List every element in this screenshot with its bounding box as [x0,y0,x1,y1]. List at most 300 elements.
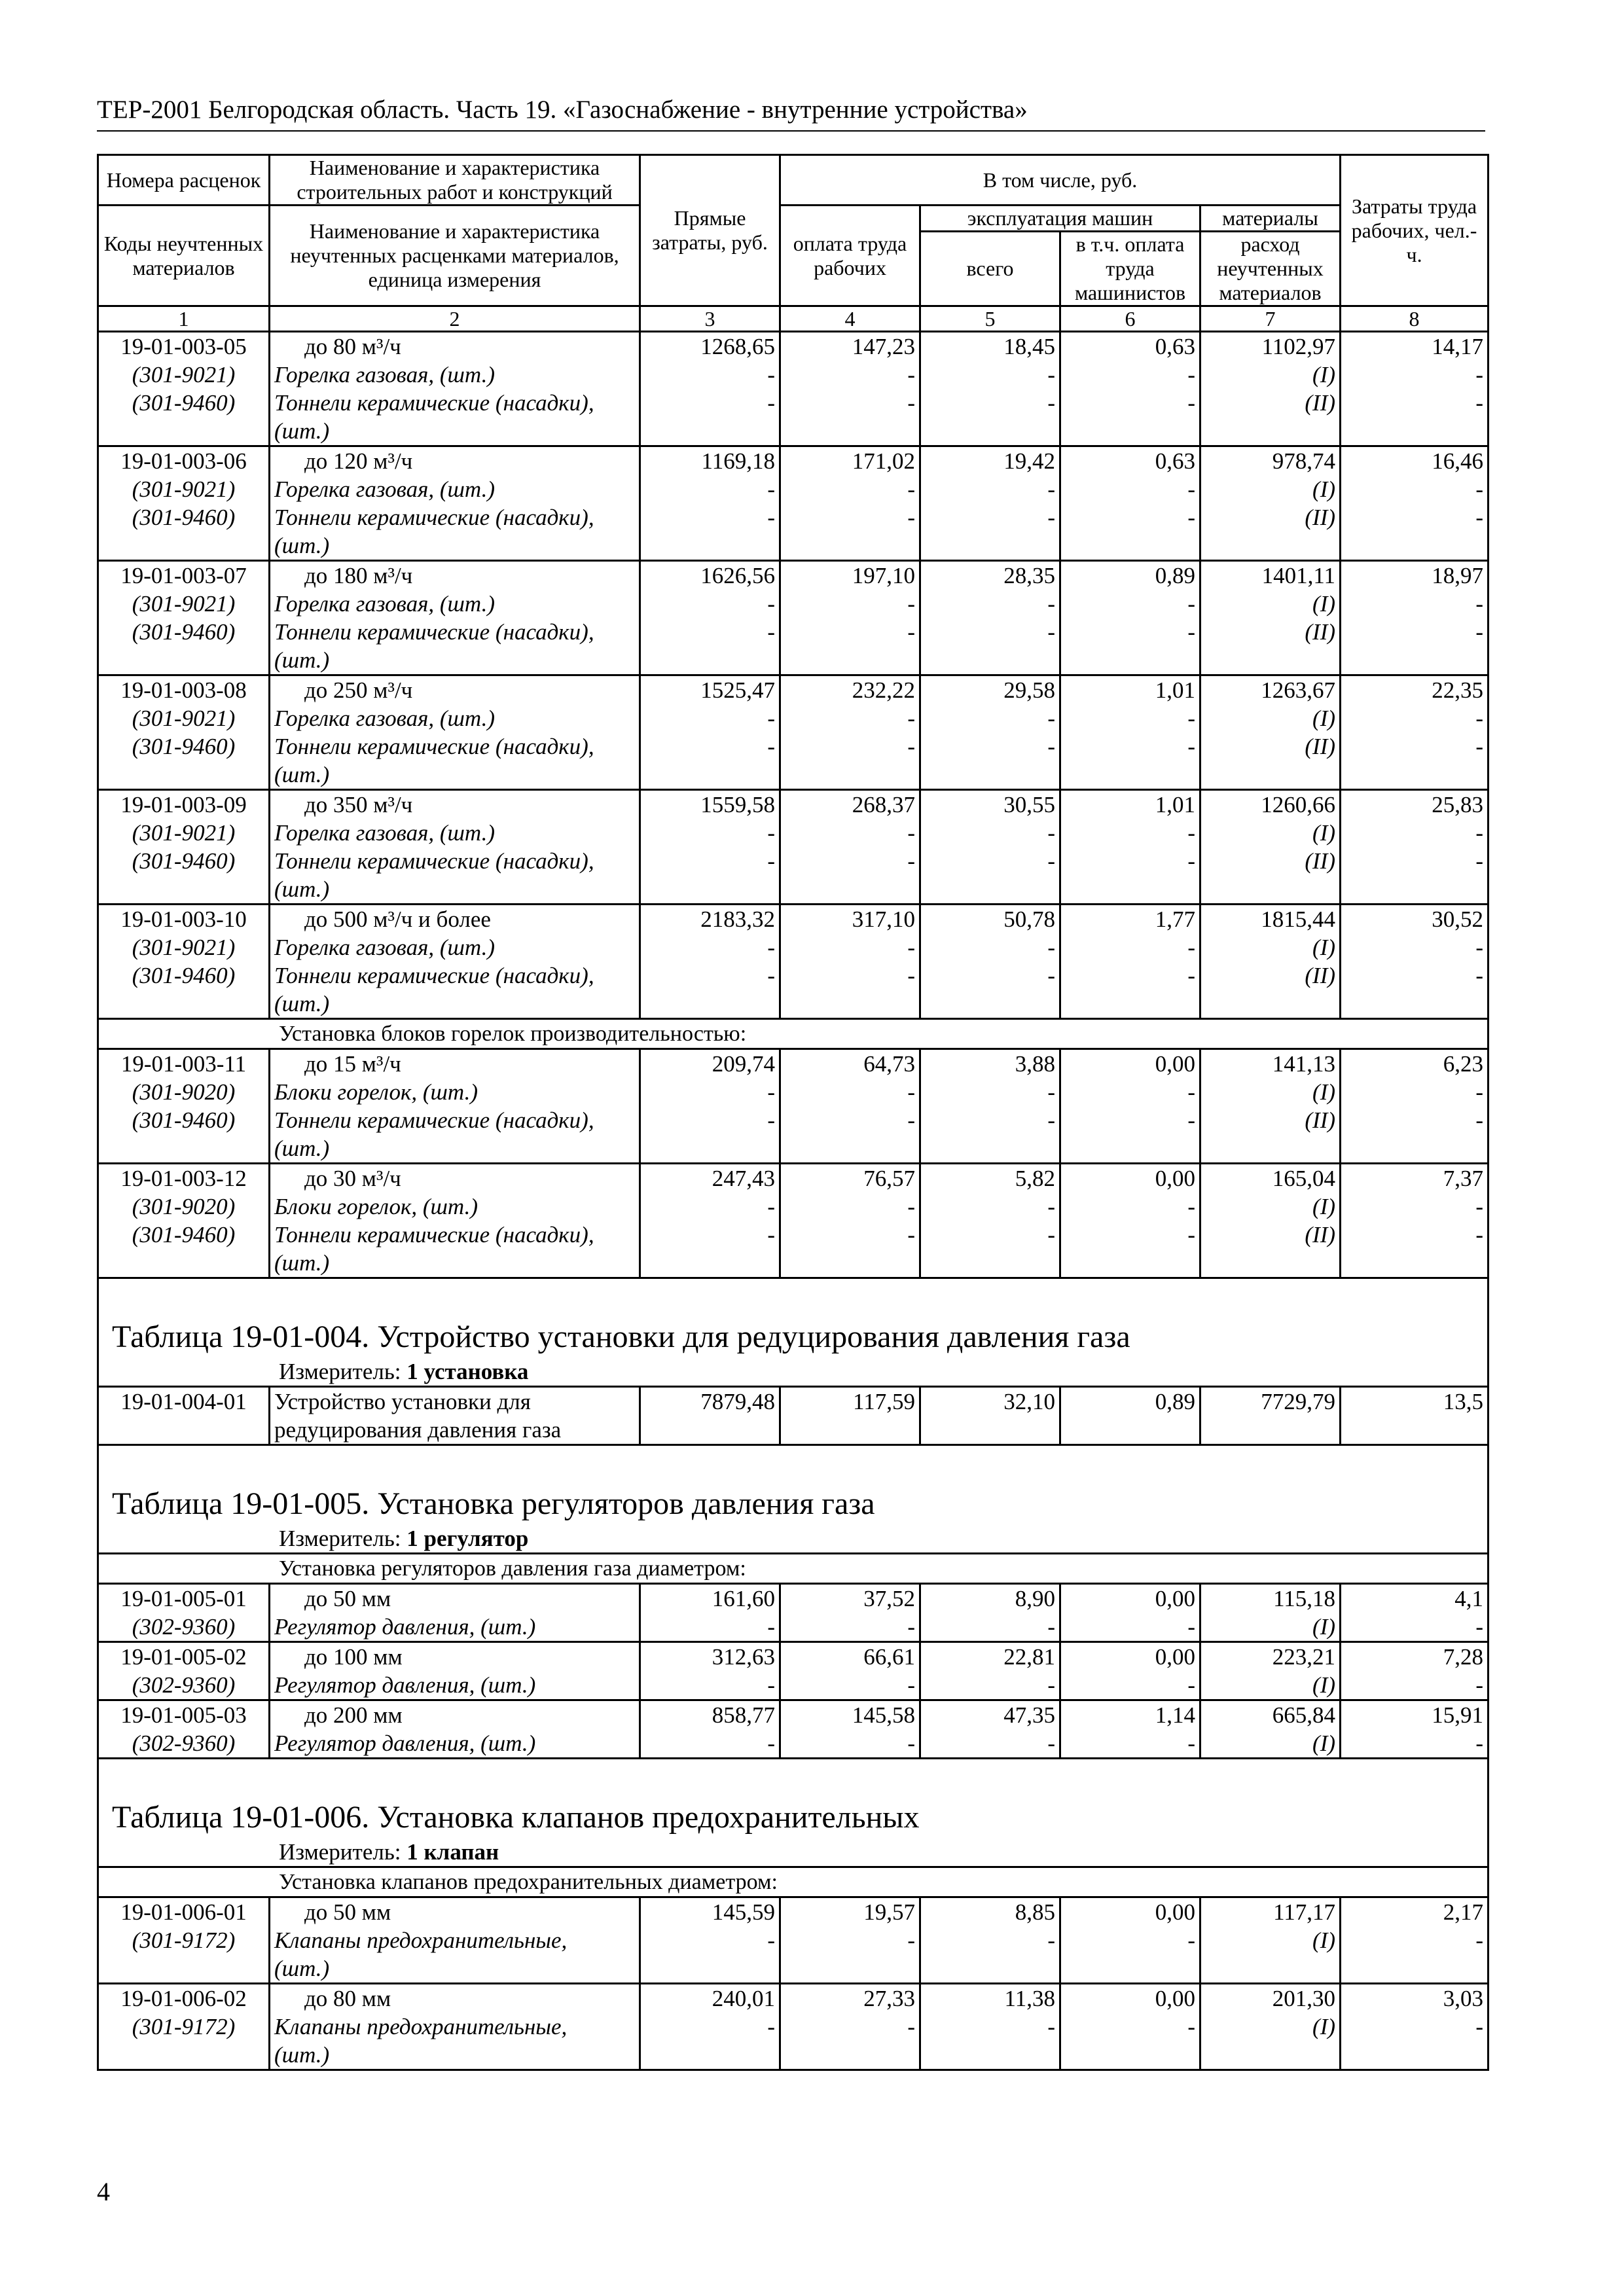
material-name: Тоннели керамические (насадки), [270,618,640,646]
dash-cell [920,531,1060,561]
dash-cell: - [780,1926,920,1954]
table-row [98,1164,1489,1193]
dash-cell: - [640,819,780,847]
dash-cell: - [920,1671,1060,1700]
dash-cell [1060,417,1200,446]
material-row [98,531,1489,561]
material-code [98,1134,270,1164]
work-name: до 350 м³/ч [270,790,640,819]
material-name: Блоки горелок, (шт.) [270,1193,640,1221]
dash-cell: - [920,2013,1060,2041]
material-row [98,1954,1489,1984]
dash-cell: - [780,933,920,961]
material-row [98,361,1489,389]
labor-hours: 14,17 [1341,332,1489,361]
operators-pay: 0,00 [1060,1584,1200,1613]
dash-cell [1341,2041,1489,2070]
dash-cell: - [1060,1106,1200,1134]
table-row [98,1984,1489,2013]
material-mark [1200,646,1341,675]
meter-value: 1 регулятор [406,1526,529,1551]
col-header-including: В том числе, руб. [780,155,1341,206]
dash-cell: - [920,503,1060,531]
dash-cell: - [1341,819,1489,847]
dash-cell: - [1060,475,1200,503]
table-title-row [98,1278,1489,1358]
material-code [98,1954,270,1984]
labor-hours: 7,28 [1341,1642,1489,1672]
col-header-codes: Номера расценок [98,155,270,206]
material-name: Горелка газовая, (шт.) [270,475,640,503]
dash-cell: - [1060,732,1200,761]
dash-cell: - [920,590,1060,618]
material-row [98,819,1489,847]
dash-cell [780,1954,920,1984]
dash-cell: - [780,503,920,531]
material-row [98,1134,1489,1164]
material-name: (шт.) [270,1249,640,1278]
rate-code: 19-01-005-01 [98,1584,270,1613]
dash-cell [640,417,780,446]
materials-cost: 223,21 [1200,1642,1341,1672]
dash-cell [1341,646,1489,675]
material-name: Регулятор давления, (шт.) [270,1671,640,1700]
material-row [98,1613,1489,1642]
dash-cell: - [1060,1221,1200,1249]
worker-pay: 19,57 [780,1897,920,1927]
worker-pay: 232,22 [780,675,920,705]
material-row [98,933,1489,961]
dash-cell: - [1341,618,1489,646]
work-name: до 100 мм [270,1642,640,1672]
dash-cell: - [1060,2013,1200,2041]
material-row [98,761,1489,790]
operators-pay: 1,14 [1060,1700,1200,1730]
dash-cell: - [640,961,780,990]
material-code: (301-9020) [98,1193,270,1221]
dash-cell [640,1954,780,1984]
rate-code: 19-01-003-05 [98,332,270,361]
worker-pay: 145,58 [780,1700,920,1730]
worker-pay: 268,37 [780,790,920,819]
material-mark [1200,1249,1341,1278]
dash-cell: - [780,1221,920,1249]
materials-cost: 115,18 [1200,1584,1341,1613]
material-code: (302-9360) [98,1729,270,1759]
rate-code: 19-01-006-01 [98,1897,270,1927]
page-number: 4 [97,2177,110,2206]
material-code: (302-9360) [98,1671,270,1700]
machines-total: 19,42 [920,446,1060,476]
material-code: (301-9460) [98,618,270,646]
dash-cell: - [640,847,780,875]
materials-cost: 117,17 [1200,1897,1341,1927]
direct-costs: 1169,18 [640,446,780,476]
dash-cell: - [640,1926,780,1954]
material-code: (301-9172) [98,1926,270,1954]
dash-cell [1341,531,1489,561]
material-code [98,990,270,1019]
empty-cell [780,1416,920,1445]
dash-cell: - [1060,618,1200,646]
direct-costs: 312,63 [640,1642,780,1672]
labor-hours: 16,46 [1341,446,1489,476]
dash-cell [780,531,920,561]
dash-cell [780,990,920,1019]
dash-cell [780,1249,920,1278]
dash-cell: - [1341,1193,1489,1221]
table-row [98,675,1489,705]
dash-cell: - [920,819,1060,847]
material-code: (301-9021) [98,475,270,503]
dash-cell: - [1060,704,1200,732]
dash-cell: - [780,961,920,990]
col-number: 8 [1341,306,1489,332]
labor-hours: 3,03 [1341,1984,1489,2013]
meter [98,1838,1489,1867]
worker-pay: 317,10 [780,905,920,934]
material-mark: (II) [1200,847,1341,875]
material-code: (301-9021) [98,361,270,389]
labor-hours: 7,37 [1341,1164,1489,1193]
col-header-machines-total: всего [920,232,1060,306]
dash-cell: - [780,590,920,618]
material-row [98,1221,1489,1249]
dash-cell: - [780,1193,920,1221]
material-mark: (II) [1200,503,1341,531]
dash-cell [640,531,780,561]
material-name: (шт.) [270,531,640,561]
table-title: Таблица 19-01-005. Установка регуляторов давления газа [98,1445,1489,1525]
dash-cell [780,1134,920,1164]
material-name: Регулятор давления, (шт.) [270,1729,640,1759]
material-code: (301-9460) [98,847,270,875]
material-row [98,1249,1489,1278]
col-number: 2 [270,306,640,332]
dash-cell: - [920,1106,1060,1134]
table-row [98,332,1489,361]
material-row [98,590,1489,618]
operators-pay: 0,00 [1060,1984,1200,2013]
dash-cell [640,2041,780,2070]
material-mark [1200,990,1341,1019]
dash-cell: - [1341,732,1489,761]
labor-hours: 4,1 [1341,1584,1489,1613]
labor-hours: 13,5 [1341,1387,1489,1416]
meter-label: Измеритель: [279,1359,401,1384]
material-name: (шт.) [270,761,640,790]
direct-costs: 1626,56 [640,561,780,590]
machines-total: 47,35 [920,1700,1060,1730]
dash-cell: - [1060,1193,1200,1221]
material-name: Тоннели керамические (насадки), [270,503,640,531]
material-code: (301-9460) [98,1106,270,1134]
dash-cell [780,646,920,675]
material-code: (301-9172) [98,2013,270,2041]
material-name: Горелка газовая, (шт.) [270,361,640,389]
materials-cost: 141,13 [1200,1049,1341,1079]
material-row [98,618,1489,646]
material-name: (шт.) [270,990,640,1019]
dash-cell: - [1341,475,1489,503]
header-row-1 [98,155,1489,206]
dash-cell [1341,1249,1489,1278]
table-row-cont [98,1416,1489,1445]
material-row [98,2013,1489,2041]
material-row [98,389,1489,417]
section-heading [98,1554,1489,1584]
dash-cell: - [920,475,1060,503]
materials-cost: 978,74 [1200,446,1341,476]
empty-cell [1200,1416,1341,1445]
dash-cell: - [780,475,920,503]
dash-cell [1341,761,1489,790]
materials-cost: 1102,97 [1200,332,1341,361]
work-name: до 200 мм [270,1700,640,1730]
machines-total: 11,38 [920,1984,1060,2013]
material-name: Горелка газовая, (шт.) [270,933,640,961]
dash-cell [920,761,1060,790]
dash-cell: - [1060,1926,1200,1954]
dash-cell: - [1060,961,1200,990]
material-name: Тоннели керамические (насадки), [270,389,640,417]
material-code [98,646,270,675]
dash-cell: - [920,1078,1060,1106]
operators-pay: 0,63 [1060,446,1200,476]
operators-pay: 1,01 [1060,675,1200,705]
material-mark: (I) [1200,819,1341,847]
dash-cell [640,875,780,905]
meter-label: Измеритель: [279,1526,401,1551]
material-row [98,1193,1489,1221]
material-mark: (II) [1200,1106,1341,1134]
dash-cell [1060,761,1200,790]
dash-cell: - [640,1729,780,1759]
dash-cell: - [1341,389,1489,417]
operators-pay: 1,77 [1060,905,1200,934]
machines-total: 50,78 [920,905,1060,934]
material-name: Клапаны предохранительные, [270,2013,640,2041]
material-name: (шт.) [270,1134,640,1164]
direct-costs: 145,59 [640,1897,780,1927]
material-row [98,1729,1489,1759]
direct-costs: 858,77 [640,1700,780,1730]
work-name: до 80 м³/ч [270,332,640,361]
worker-pay: 117,59 [780,1387,920,1416]
dash-cell: - [1060,590,1200,618]
material-row [98,732,1489,761]
dash-cell: - [1341,847,1489,875]
operators-pay: 0,89 [1060,561,1200,590]
rate-code: 19-01-003-09 [98,790,270,819]
direct-costs: 1559,58 [640,790,780,819]
materials-cost: 665,84 [1200,1700,1341,1730]
dash-cell [780,2041,920,2070]
dash-cell: - [640,1193,780,1221]
material-code: (301-9020) [98,1078,270,1106]
worker-pay: 37,52 [780,1584,920,1613]
dash-cell: - [780,1671,920,1700]
dash-cell: - [640,475,780,503]
material-code: (301-9460) [98,503,270,531]
empty-cell [1341,1416,1489,1445]
dash-cell: - [780,1106,920,1134]
material-row [98,1671,1489,1700]
material-name: (шт.) [270,417,640,446]
table-row [98,1897,1489,1927]
dash-cell: - [920,847,1060,875]
material-code [98,2041,270,2070]
col-number: 1 [98,306,270,332]
dash-cell: - [1341,1078,1489,1106]
table-row [98,1049,1489,1079]
material-name: Горелка газовая, (шт.) [270,819,640,847]
dash-cell: - [640,1106,780,1134]
dash-cell: - [1341,1671,1489,1700]
rate-code: 19-01-005-03 [98,1700,270,1730]
machines-total: 22,81 [920,1642,1060,1672]
dash-cell: - [920,1729,1060,1759]
material-code [98,761,270,790]
direct-costs: 247,43 [640,1164,780,1193]
dash-cell: - [1341,590,1489,618]
work-name: до 80 мм [270,1984,640,2013]
material-mark [1200,875,1341,905]
operators-pay: 1,01 [1060,790,1200,819]
materials-cost: 7729,79 [1200,1387,1341,1416]
dash-cell: - [640,618,780,646]
dash-cell: - [780,1613,920,1642]
work-name: до 120 м³/ч [270,446,640,476]
rate-code: 19-01-006-02 [98,1984,270,2013]
dash-cell: - [1341,1221,1489,1249]
operators-pay: 0,63 [1060,332,1200,361]
work-name: до 50 мм [270,1897,640,1927]
dash-cell: - [1341,704,1489,732]
material-row [98,417,1489,446]
direct-costs: 161,60 [640,1584,780,1613]
material-mark: (II) [1200,1221,1341,1249]
machines-total: 30,55 [920,790,1060,819]
machines-total: 3,88 [920,1049,1060,1079]
dash-cell: - [640,1078,780,1106]
material-name: Горелка газовая, (шт.) [270,590,640,618]
meter [98,1524,1489,1554]
material-row [98,990,1489,1019]
dash-cell [920,1249,1060,1278]
worker-pay: 27,33 [780,1984,920,2013]
dash-cell [1060,531,1200,561]
material-code [98,531,270,561]
col-header-name: Наименование и характеристика строительных работ и конструкций [270,155,640,206]
direct-costs: 209,74 [640,1049,780,1079]
dash-cell: - [920,933,1060,961]
dash-cell: - [780,704,920,732]
material-mark: (II) [1200,961,1341,990]
dash-cell [640,761,780,790]
material-mark: (I) [1200,1613,1341,1642]
col-header-labor: Затраты труда рабочих, чел.-ч. [1341,155,1489,306]
materials-cost: 1401,11 [1200,561,1341,590]
material-code: (301-9021) [98,819,270,847]
dash-cell: - [920,1926,1060,1954]
dash-cell: - [780,1729,920,1759]
material-row [98,503,1489,531]
operators-pay: 0,89 [1060,1387,1200,1416]
dash-cell [780,417,920,446]
dash-cell: - [1341,1926,1489,1954]
dash-cell: - [1060,1729,1200,1759]
material-mark: (II) [1200,618,1341,646]
dash-cell: - [920,704,1060,732]
material-row [98,961,1489,990]
material-mark: (II) [1200,732,1341,761]
dash-cell: - [1060,847,1200,875]
rate-code: 19-01-005-02 [98,1642,270,1672]
material-mark: (I) [1200,1729,1341,1759]
material-mark [1200,2041,1341,2070]
materials-cost: 1815,44 [1200,905,1341,934]
dash-cell [1341,875,1489,905]
empty-cell [1060,1416,1200,1445]
rates-table [97,154,1489,2071]
dash-cell [920,1954,1060,1984]
materials-cost: 201,30 [1200,1984,1341,2013]
dash-cell: - [920,389,1060,417]
col-header-operators-pay: в т.ч. оплата труда машинистов [1060,232,1200,306]
material-mark [1200,1954,1341,1984]
dash-cell [1341,1954,1489,1984]
dash-cell: - [780,732,920,761]
dash-cell: - [1341,2013,1489,2041]
rate-code: 19-01-004-01 [98,1387,270,1416]
material-mark [1200,1134,1341,1164]
header-row-2 [98,206,1489,232]
table-row [98,1584,1489,1613]
dash-cell [640,990,780,1019]
labor-hours: 22,35 [1341,675,1489,705]
material-name: Тоннели керамические (насадки), [270,1106,640,1134]
dash-cell: - [640,361,780,389]
dash-cell [920,875,1060,905]
dash-cell: - [780,618,920,646]
dash-cell [920,646,1060,675]
machines-total: 32,10 [920,1387,1060,1416]
empty-cell [920,1416,1060,1445]
labor-hours: 30,52 [1341,905,1489,934]
labor-hours: 18,97 [1341,561,1489,590]
dash-cell: - [920,961,1060,990]
operators-pay: 0,00 [1060,1164,1200,1193]
material-name: Горелка газовая, (шт.) [270,704,640,732]
operators-pay: 0,00 [1060,1642,1200,1672]
material-name: Клапаны предохранительные, [270,1926,640,1954]
direct-costs: 1268,65 [640,332,780,361]
material-mark: (I) [1200,1671,1341,1700]
dash-cell [1060,2041,1200,2070]
work-name: Устройство установки для [270,1387,640,1416]
material-row [98,875,1489,905]
material-code: (301-9460) [98,961,270,990]
labor-hours: 2,17 [1341,1897,1489,1927]
worker-pay: 197,10 [780,561,920,590]
material-name: Тоннели керамические (насадки), [270,1221,640,1249]
worker-pay: 64,73 [780,1049,920,1079]
table-row [98,790,1489,819]
material-name: Тоннели керамические (насадки), [270,961,640,990]
material-mark: (I) [1200,1926,1341,1954]
labor-hours: 6,23 [1341,1049,1489,1079]
